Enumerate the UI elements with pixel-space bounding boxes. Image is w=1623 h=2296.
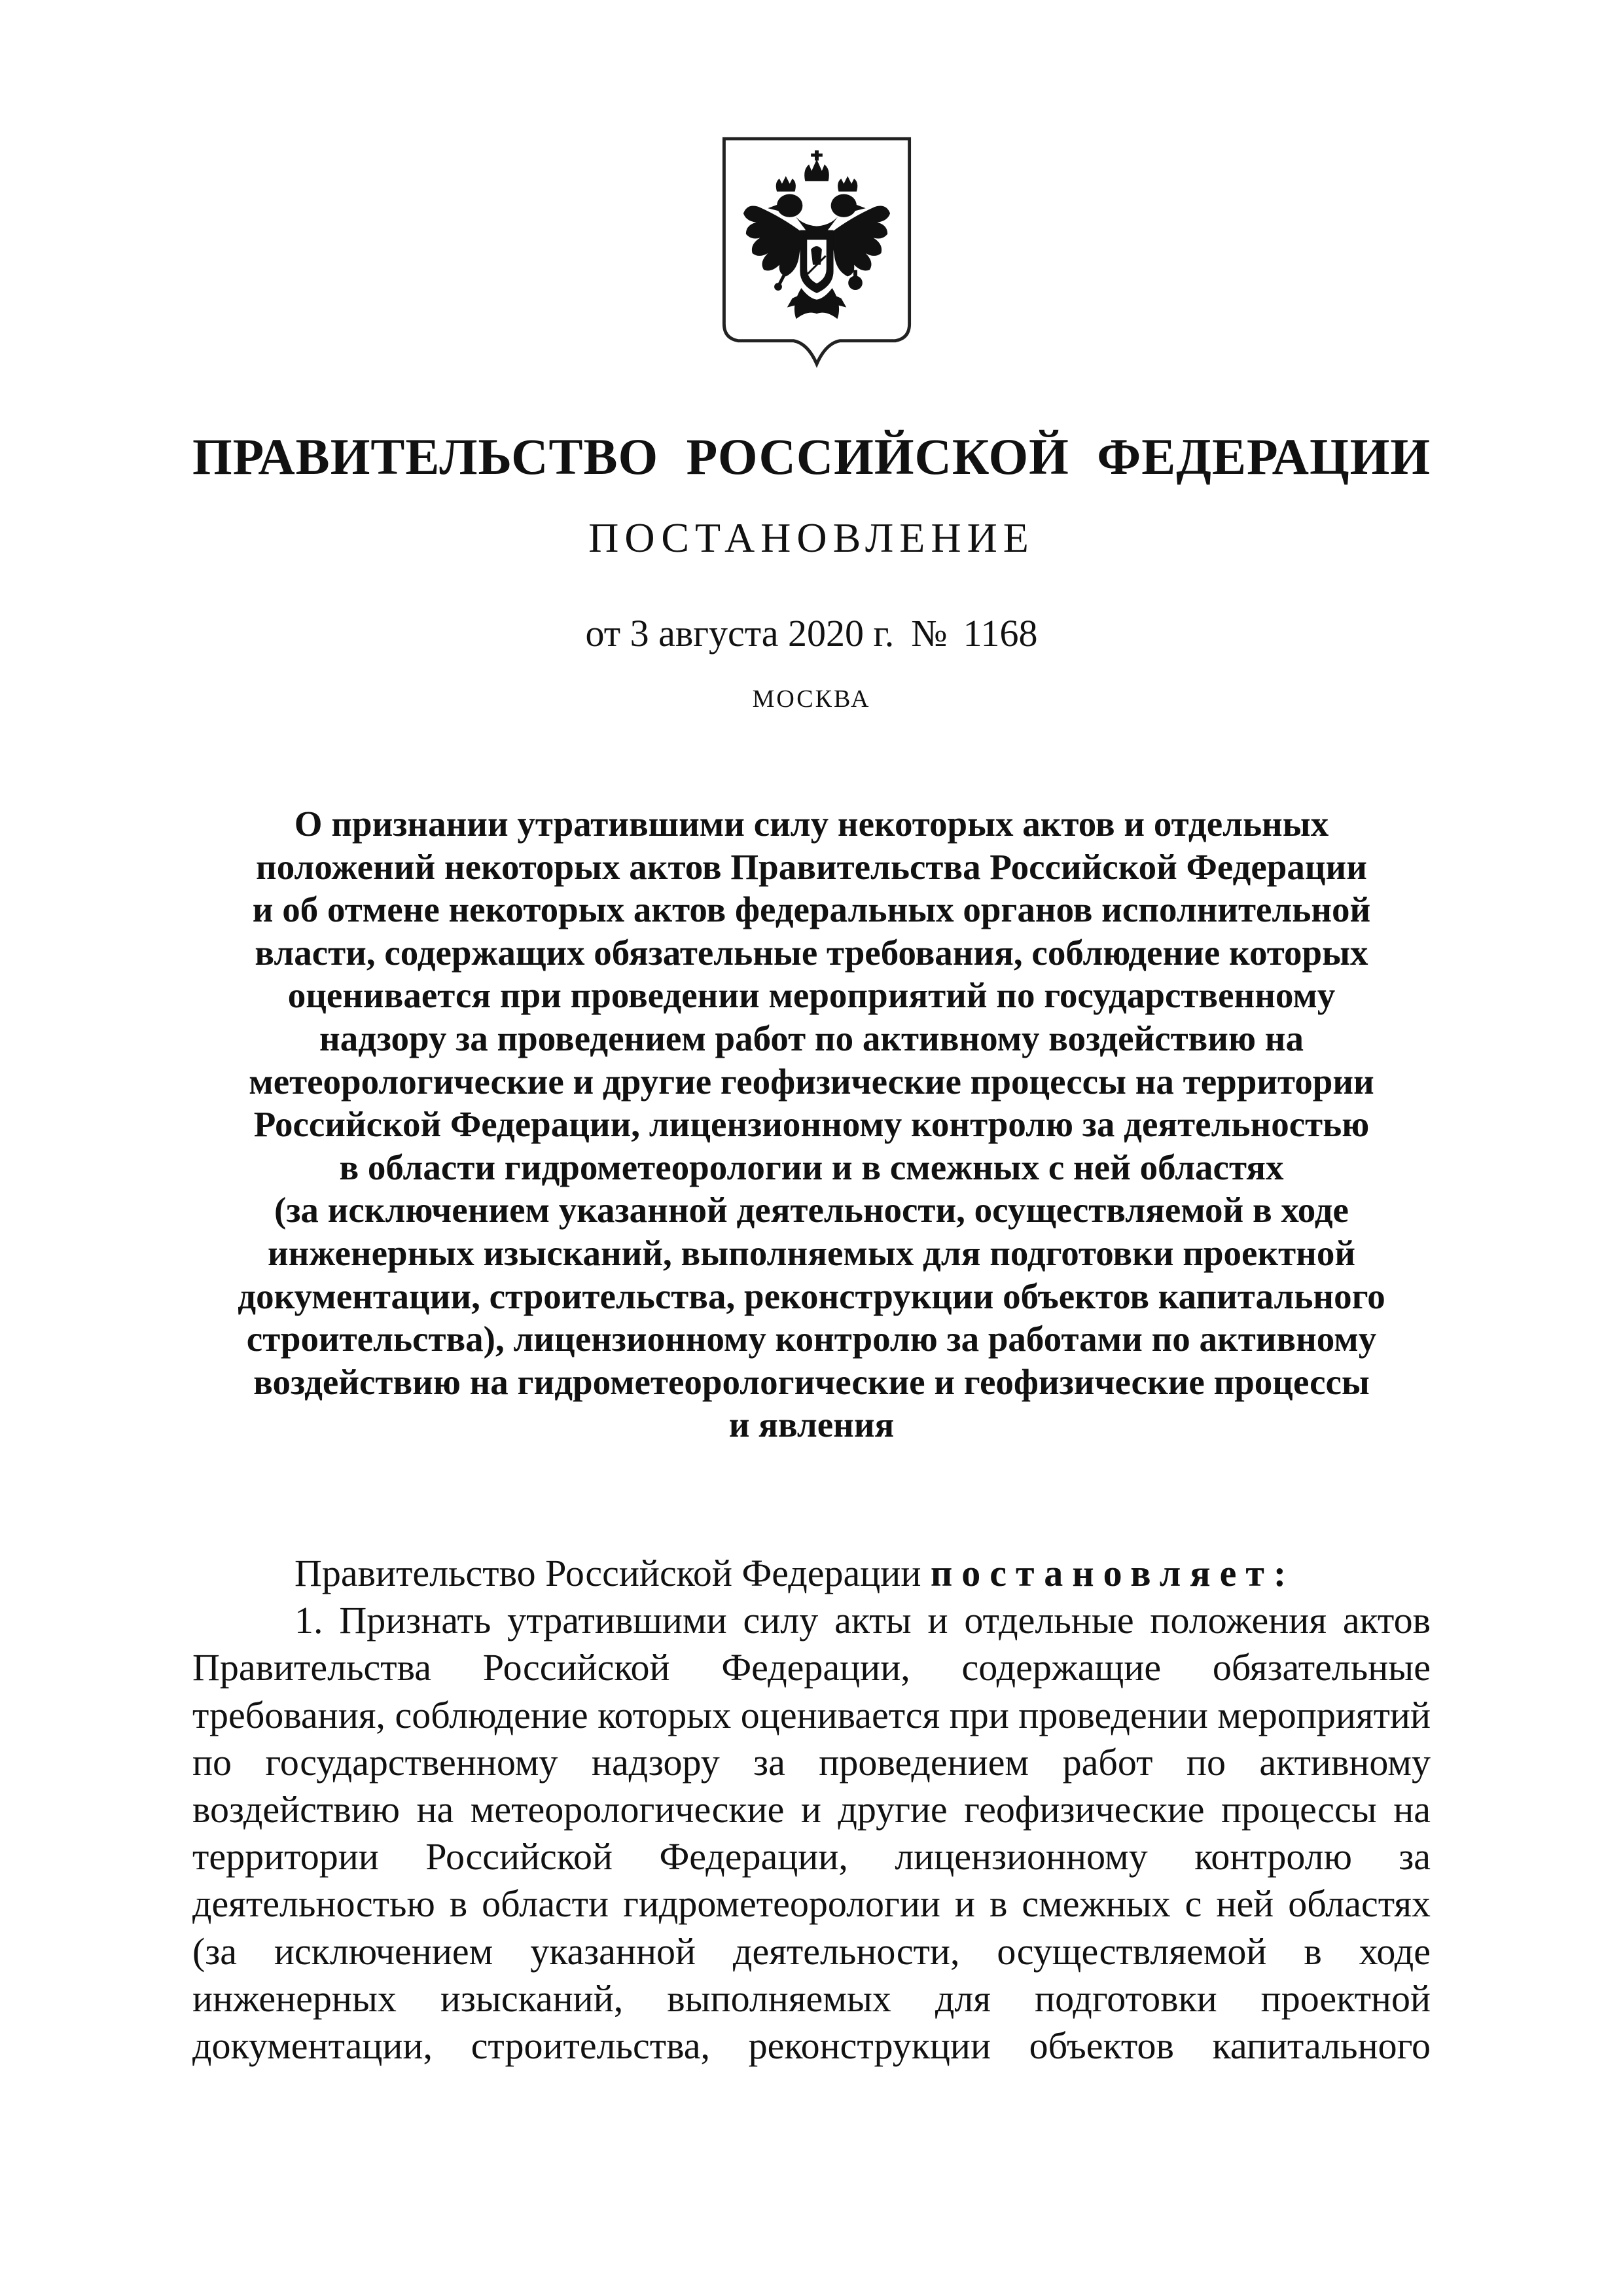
heading-line: в области гидрометеорологии и в смежных с ней областях xyxy=(339,1147,1284,1187)
document-city: МОСКВА xyxy=(752,685,871,713)
heading-line: Российской Федерации, лицензионному контролю за деятельностью xyxy=(253,1104,1370,1145)
coat-of-arms-icon xyxy=(720,136,914,368)
heading-line: инженерных изысканий, выполняемых для подготовки проектной xyxy=(267,1232,1356,1273)
heading-line: О признании утратившими силу некоторых актов и отдельных xyxy=(294,804,1329,844)
heading-line: оценивается при проведении мероприятий по государственному xyxy=(287,975,1336,1016)
document-type: ПОСТАНОВЛЕНИЕ xyxy=(588,514,1035,561)
heading-line: надзору за проведением работ по активному воздействию на xyxy=(319,1018,1304,1058)
heading-line: метеорологические и другие геофизические процессы на территории xyxy=(249,1061,1374,1102)
heading-line: строительства), лицензионному контролю за работами по активному xyxy=(246,1319,1377,1359)
document-body xyxy=(192,1550,1431,2070)
paragraph-1: 1. Признать утратившими силу акты и отдельные положения актов Правительства Российской Федерации, содержащие обязательные требования, соблюдение которых оценивается при проведении мероприятий по государственному надзору за проведением работ по активному воздействию на метеорологические и другие геофизические процессы на территории Российской Федерации, лицензионному контролю за деятельностью в области гидрометеорологии и в смежных с ней областях (за исключением указанной деятельности, осуществляемой в ходе инженерных изысканий, выполняемых для подготовки проектной документации, строительства, реконструкции объектов капитального xyxy=(192,1599,1431,2068)
heading-line: и об отмене некоторых актов федеральных органов исполнительной xyxy=(252,889,1371,930)
heading-line: документации, строительства, реконструкции объектов капитального xyxy=(238,1276,1385,1316)
number-sign: № xyxy=(911,612,948,655)
decree-subject: Правительство Российской Федерации xyxy=(294,1552,921,1594)
document-date: от 3 августа 2020 г. xyxy=(585,612,895,655)
document-heading xyxy=(170,802,1453,1446)
heading-line: и явления xyxy=(728,1405,895,1445)
decree-verb: постановляет: xyxy=(930,1552,1296,1594)
heading-line: власти, содержащих обязательные требования, соблюдение которых xyxy=(255,932,1368,973)
heading-line: воздействию на гидрометеорологические и геофизические процессы xyxy=(253,1361,1370,1402)
heading-line: положений некоторых актов Правительства Российской Федерации xyxy=(256,846,1367,887)
organization-title: ПРАВИТЕЛЬСТВО РОССИЙСКОЙ ФЕДЕРАЦИИ xyxy=(192,428,1431,485)
decree-statement xyxy=(192,1550,1431,1597)
document-number: 1168 xyxy=(963,612,1038,655)
heading-line: (за исключением указанной деятельности, осуществляемой в ходе xyxy=(274,1190,1349,1230)
document-date-line xyxy=(0,609,1623,658)
